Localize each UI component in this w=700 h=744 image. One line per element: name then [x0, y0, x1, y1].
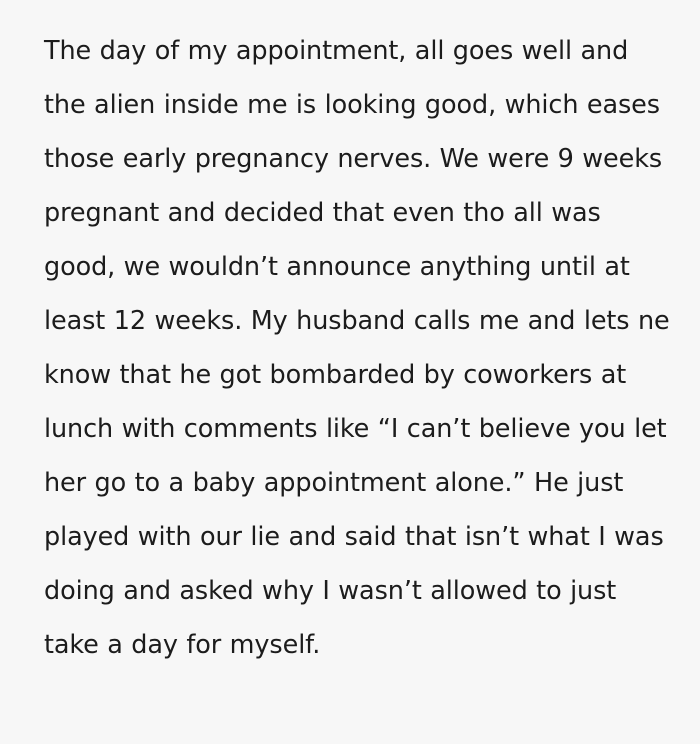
story-body-text: The day of my appointment, all goes well and the alien inside me is looking good, which eases those early pregnancy nerves. We were 9 weeks pregnant and decided that even tho all was good, we wouldn’t announce anything until at least 12 weeks. My husband calls me and lets ne know that he got bombarded by coworkers at lunch with comments like “I can’t believe you let her go to a baby appointment alone.” He just played with our lie and said that isn’t what I was doing and asked why I wasn’t allowed to just take a day for myself.	[44, 36, 679, 660]
